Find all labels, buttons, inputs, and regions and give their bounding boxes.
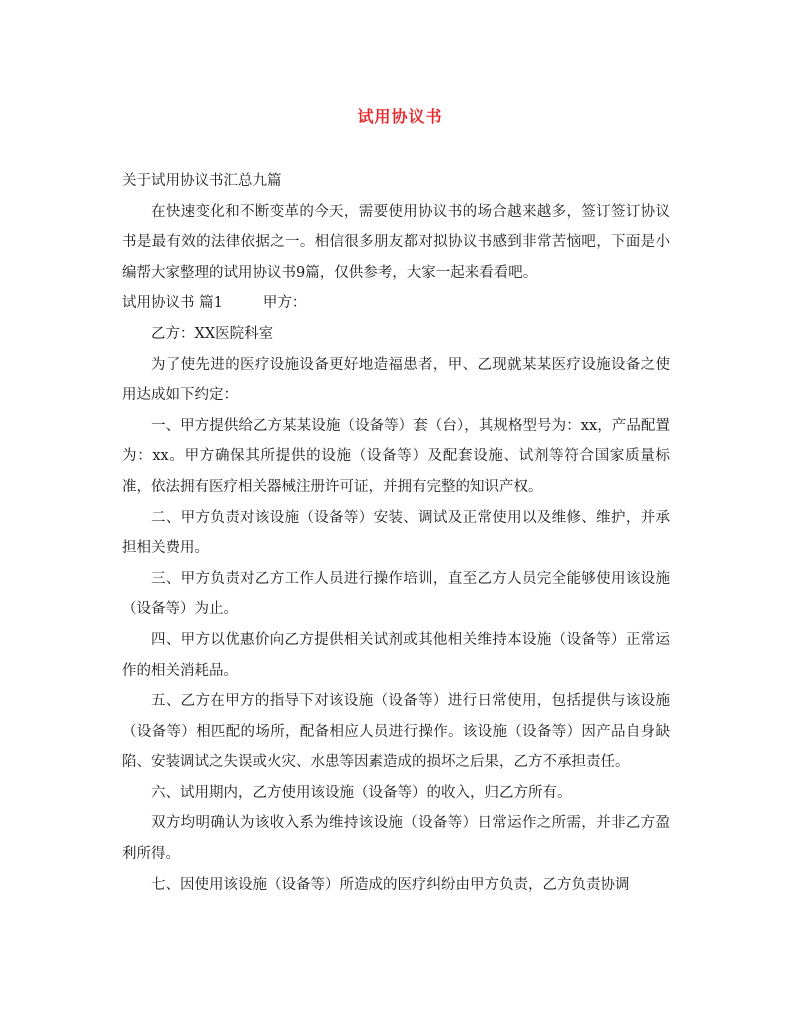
clause-paragraph: 五、乙方在甲方的指导下对该设施（设备等）进行日常使用，包括提供与该设施（设备等）相匹配的场所，配备相应人员进行操作。该设施（设备等）因产品自身缺陷、安装调试之失误或火灾、水患等因素造成的损坏之后果，乙方不承担责任。 — [122, 693, 670, 771]
clause-paragraph: 六、试用期内，乙方使用该设施（设备等）的收入，归乙方所有。 — [151, 784, 572, 801]
clause-paragraph: 四、甲方以优惠价向乙方提供相关试剂或其他相关维持本设施（设备等）正常运作的相关消耗品。 — [122, 631, 670, 679]
clause-paragraph: 双方均明确认为该收入系为维持该设施（设备等）日常运作之所需，并非乙方盈利所得。 — [122, 815, 670, 863]
clause-paragraph: 七、因使用该设施（设备等）所造成的医疗纠纷由甲方负责，乙方负责协调 — [151, 876, 630, 893]
clause-paragraph: 三、甲方负责对乙方工作人员进行操作培训，直至乙方人员完全能够使用该设施（设备等）为止。 — [122, 570, 670, 618]
intro-paragraph: 在快速变化和不断变革的今天，需要使用协议书的场合越来越多，签订签订协议书是最有效的法律依据之一。相信很多朋友都对拟协议书感到非常苦恼吧，下面是小编帮大家整理的试用协议书9篇，仅供参考，大家一起来看看吧。 — [122, 203, 670, 281]
document-body — [122, 166, 670, 900]
section-heading-line — [122, 288, 670, 319]
party-a-label: 甲方： — [262, 295, 307, 312]
clause-paragraph: 二、甲方负责对该设施（设备等）安装、调试及正常使用以及维修、维护，并承担相关费用。 — [122, 509, 670, 557]
section-heading: 试用协议书 篇1 — [122, 295, 223, 312]
preamble-paragraph: 为了使先进的医疗设施设备更好地造福患者，甲、乙现就某某医疗设施设备之使用达成如下约定： — [122, 356, 670, 404]
clause-paragraph: 一、甲方提供给乙方某某设施（设备等）套（台），其规格型号为：xx，产品配置为：xx。甲方确保其所提供的设施（设备等）及配套设施、试剂等符合国家质量标准，依法拥有医疗相关器械注册许可证，并拥有完整的知识产权。 — [122, 417, 670, 495]
document-subtitle: 关于试用协议书汇总九篇 — [122, 173, 282, 189]
party-b-line: 乙方：XX医院科室 — [151, 325, 274, 342]
document-title: 试用协议书 — [357, 107, 443, 126]
